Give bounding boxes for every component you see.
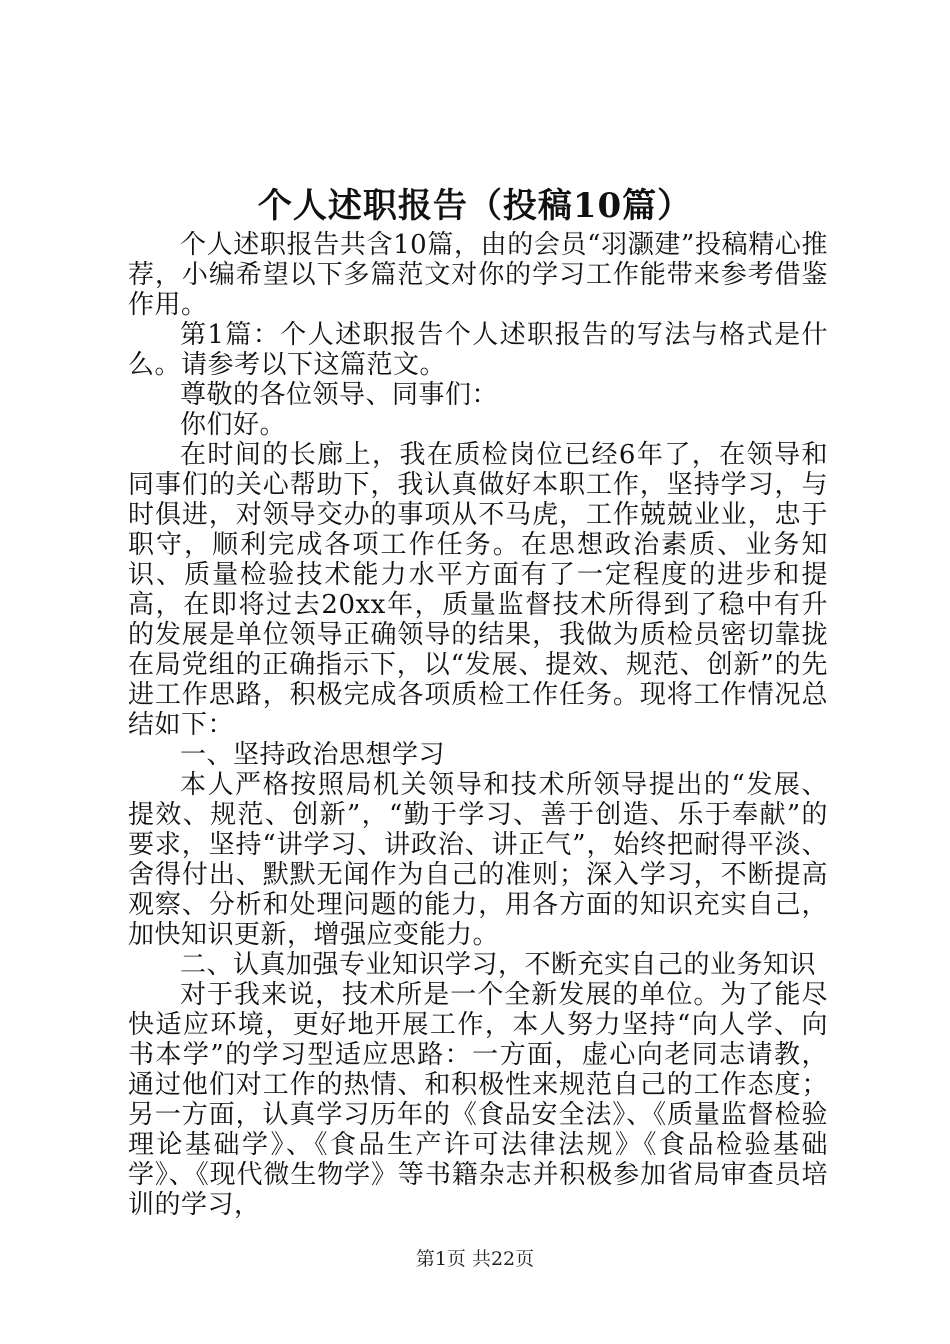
paragraph-section-2: 对于我来说，技术所是一个全新发展的单位。为了能尽快适应环境，更好地开展工作，本人努力坚持“向人学、向书本学”的学习型适应思路：一方面，虚心向老同志请教，通过他们对工作的热情、和积极性来规范自己的工作态度；另一方面，认真学习历年的《食品安全法》、《质量监督检验理论基础学》、《食品生产许可法律法规》《食品检验基础学》、《现代微生物学》等书籍杂志并积极参加省局审查员培训的学习， — [128, 980, 828, 1220]
section-heading-1: 一、坚持政治思想学习 — [180, 740, 446, 770]
paragraph-section-1: 本人严格按照局机关领导和技术所领导提出的“发展、提效、规范、创新”，“勤于学习、善于创造、乐于奉献”的要求，坚持“讲学习、讲政治、讲正气”，始终把耐得平淡、舍得付出、默默无闻作为自己的准则；深入学习，不断提高观察、分析和处理问题的能力，用各方面的知识充实自己，加快知识更新，增强应变能力。 — [128, 770, 828, 950]
paragraph-intro: 个人述职报告共含10篇，由的会员“羽灏建”投稿精心推荐，小编希望以下多篇范文对你的学习工作能带来参考借鉴作用。 — [128, 230, 828, 320]
page-footer: 第1页 共22页 — [415, 1248, 535, 1270]
section-heading-2: 二、认真加强专业知识学习，不断充实自己的业务知识 — [180, 950, 817, 980]
document-body — [128, 230, 828, 1220]
paragraph-article-label: 第1篇：个人述职报告个人述职报告的写法与格式是什么。请参考以下这篇范文。 — [128, 320, 828, 380]
paragraph-overview: 在时间的长廊上，我在质检岗位已经6年了，在领导和同事们的关心帮助下，我认真做好本职工作，坚持学习，与时俱进，对领导交办的事项从不马虎，工作兢兢业业，忠于职守，顺利完成各项工作任务。在思想政治素质、业务知识、质量检验技术能力水平方面有了一定程度的进步和提高，在即将过去20xx年，质量监督技术所得到了稳中有升的发展是单位领导正确领导的结果，我做为质检员密切靠拢在局党组的正确指示下，以“发展、提效、规范、创新”的先进工作思路，积极完成各项质检工作任务。现将工作情况总结如下： — [128, 440, 828, 740]
document-title: 个人述职报告（投稿10篇） — [257, 186, 693, 226]
paragraph-greeting: 你们好。 — [180, 410, 287, 440]
paragraph-salutation: 尊敬的各位领导、同事们： — [180, 380, 499, 410]
